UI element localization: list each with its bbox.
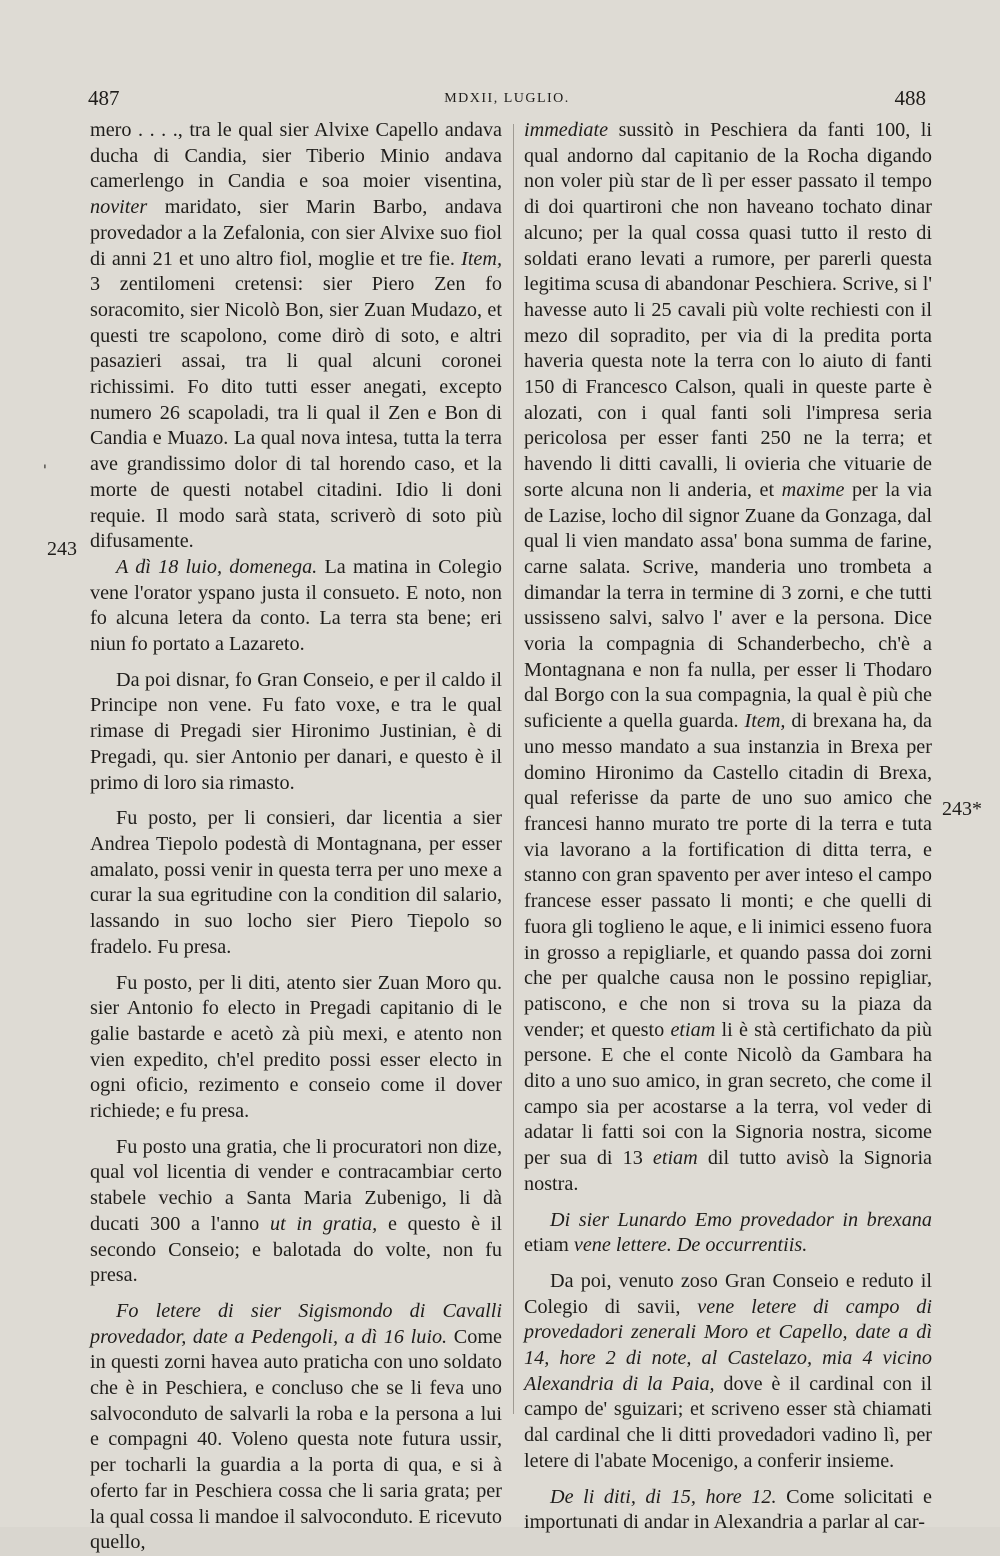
paragraph: Fo letere di sier Sigismondo di Cavalli provedador, date a Pedengoli, a dì 16 luio. Come in questi zorni havea auto praticha con uno soldato che è in Peschiera, e concluso che se li feva uno salvoconduto de salvarli la roba e la persona a lui e compagni 40. Voleno questa note futura ussir, per tocharli la guardia a la porta di qua, e si à oferto far in Peschiera cossa che li saria grata; per la qual cossa li mandoe il salvoconduto. E ricevuto quello,: [90, 1299, 502, 1554]
paragraph: Da poi disnar, fo Gran Conseio, e per il caldo il Principe non vene. Fu fato voxe, e tra le qual rimase di Pregadi sier Hironimo Justinian, è di Pregadi, qu. sier Antonio per danari, e questo è il primo di loro sia rimasto.: [90, 668, 502, 794]
right-column: [524, 118, 932, 1536]
margin-number-left: 243: [47, 538, 77, 560]
paragraph: Di sier Lunardo Emo provedador in brexana etiam vene lettere. De occurrentiis.: [524, 1208, 932, 1257]
left-column: [90, 118, 502, 1556]
paragraph: A dì 18 luio, domenega. La matina in Colegio vene l'orator yspano justa il consueto. E noto, non fo alcuna letera da conto. La terra sta bene; eri niun fo portato a Lazareto.: [90, 555, 503, 656]
paragraph: Fu posto una gratia, che li procuratori non dize, qual vol licentia di vender e contracambiar certo stabele vechio a Santa Maria Zubenigo, li dà ducati 300 a l'anno ut in gratia, e questo è il secondo Conseio; e balotada do volte, non fu presa.: [90, 1135, 502, 1287]
margin-tick: ': [43, 463, 47, 479]
margin-number-right: 243*: [942, 798, 982, 820]
column-divider: [513, 124, 514, 1414]
page-number-left: 487: [88, 86, 120, 110]
page-number-right: 488: [894, 86, 926, 110]
paragraph: Fu posto, per li diti, atento sier Zuan Moro qu. sier Antonio fo electo in Pregadi capitanio di le galie bastarde e acetò zà più mexi, e atento non vien expedito, ch'el predito possi esser electo in ogni oficio, rezimento e conseio come il dover richiede; e fu presa.: [90, 971, 502, 1123]
paragraph: Da poi, venuto zoso Gran Conseio e reduto il Colegio di savii, vene letere di campo di provedadori zenerali Moro et Capello, date a dì 14, hore 2 di note, al Castelazo, mia 4 vicino Alexandria di la Paia, dove è il cardinal con il campo de' sguizari; et scriveno esser stà chiamati dal cardinal che li ditti provedadori vadino lì, per letere di l'abate Mocenigo, a conferir insieme.: [524, 1269, 933, 1472]
paragraph: Fu posto, per li consieri, dar licentia a sier Andrea Tiepolo podestà di Montagnana, per esser amalato, possi venir in questa terra per uno mexe a curar la sua egritudine con la condition dil salario, lassando in suo locho sier Piero Tiepolo so fradelo. Fu presa.: [90, 807, 502, 958]
running-header: [88, 86, 926, 116]
paragraph: immediate sussitò in Peschiera da fanti 100, li qual andorno dal capitanio de la Rocha digando non voler più star de lì per esser passato il tempo di doi quartironi che non haveano tochato dinar alcuno; per la qual cossa quasi tutto il resto di soldati erano levati a rumore, per parerli questa legitima scusa di abandonar Peschiera. Scrive, si l' havesse auto li 25 cavali più volte rechiesti con il mezo dil sopradito, per via di la predita porta haveria questa note la terra con lo aiuto di fanti 150 di Francesco Calson, quali in queste parte è alozati, con i qual fanti soli l'impresa seria pericolosa per esser fanti 250 ne la terra; et havendo li ditti cavalli, li ovieria che vituarie de sorte alcuna non li anderia, et maxime per la via de Lazise, locho dil signor Zuane da Gonzaga, dal qual li vien mandato assa' bona summa de farine, carne salata. Scrive, manderia uno trombeta a dimandar la terra in termine di 3 zorni, e che tutti ussisseno salvi, salvo l' aver e la persona. Dice voria la compagnia di Schanderbecho, ch'è a Montagnana e non fa nulla, per esser li Thodaro dal Borgo con la sua compagnia, la qual è più che suficiente a quella guarda. Item, di brexana ha, da uno messo mandato a sua instanzia in Brexa per domino Hironimo da Castello citadin di Brexa, qual referisse da parte de uno suo amico che francesi hanno murato tre porte di la terra e tuta via lavorano a la fortification di ditta terra, e stanno con gran spavento per aver inteso el campo francese esser passato li monti; e che quelli di fuora gli toglieno le aque, e li inimici esseno fuora in grosso a repigliarle, et quando passa doi zorni che per qualche causa non le possino repigliar, patiscono, e che non si trova su la piaza da vender; et questo etiam li è stà certifichato da più persone. E che el conte Nicolò da Gambara ha dito a uno suo amico, in gran secreto, che come il campo sia per acostarse a la terra, vol veder di adatar li fatti soi con la Signoria nostra, sicome per sua di 13 etiam dil tutto avisò la Signoria nostra.: [524, 119, 933, 1195]
paragraph: De li diti, di 15, hore 12. Come solicitati e importunati di andar in Alexandria a parlar al car-: [524, 1485, 932, 1534]
paragraph: mero . . . ., tra le qual sier Alvixe Capello andava ducha di Candia, sier Tiberio Minio andava camerlengo in Candia e soa moier visentina, noviter maridato, sier Marin Barbo, andava provedador a la Zefalonia, con sier Alvixe suo fiol di anni 21 et uno altro fiol, moglie et tre fie. Item, 3 zentilomeni cretensi: sier Piero Zen fo soracomito, sier Nicolò Bon, sier Zuan Mudazo, et questi tre scapolono, come dirò di soto, e altri pasazieri assai, tra li qual alcuni coronei richissimi. Fo dito tutti esser anegati, excepto numero 26 scapoladi, tra li qual il Zen e Bon di Candia e Muazo. La qual nova intesa, tutta la terra ave grandissimo dolor di tal horendo caso, et la morte de questi notabel citadini. Idio li doni requie. Il modo sarà stata, scriverò di soto più difusamente.: [90, 119, 503, 553]
running-title: MDXII, LUGLIO.: [444, 91, 570, 106]
